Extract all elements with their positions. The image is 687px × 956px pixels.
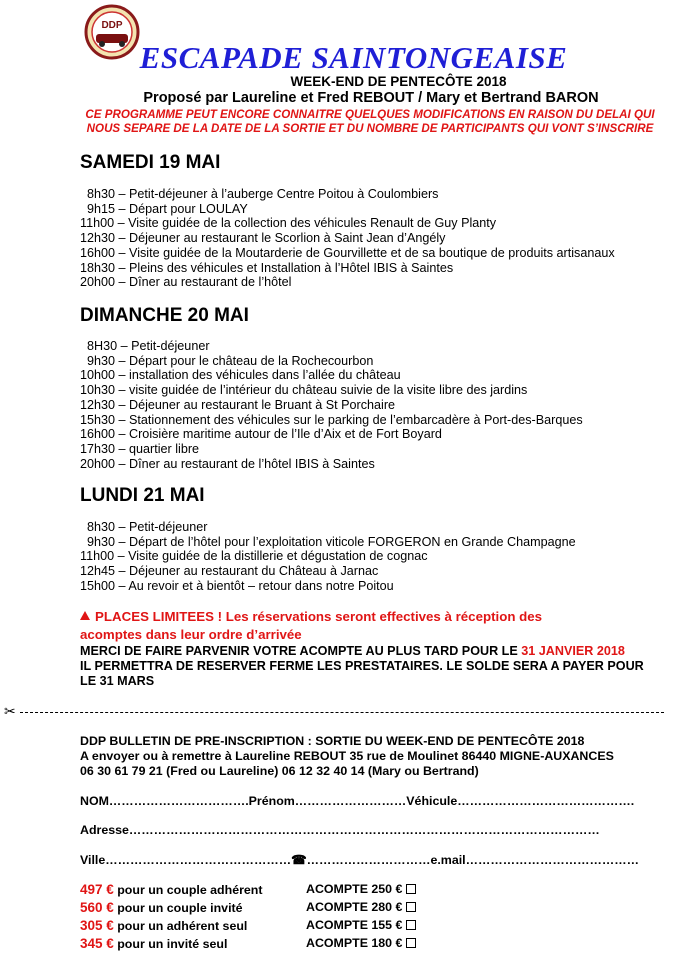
logo-text: DDP — [101, 20, 123, 31]
schedule-item: 18h30 – Pleins des véhicules et Installation à l’Hôtel IBIS à Saintes — [80, 260, 454, 275]
price-label: pour un invité seul — [113, 937, 228, 951]
dashed-divider — [20, 712, 664, 713]
schedule-item: 20h00 – Dîner au restaurant de l’hôtel IBIS à Saintes — [80, 456, 375, 471]
schedule-item: 9h30 – Départ de l’hôtel pour l’exploitation viticole FORGERON en Grande Champagne — [80, 534, 576, 549]
price-value: 560 € — [80, 900, 114, 915]
organizers-line: Proposé par Laureline et Fred REBOUT / Mary et Bertrand BARON — [143, 90, 599, 106]
phone-icon: ☎ — [291, 853, 307, 867]
schedule-item: 12h45 – Déjeuner au restaurant du Château à Jarnac — [80, 564, 379, 579]
price-row — [80, 900, 403, 915]
schedule-item: 15h00 – Au revoir et à bientôt – retour dans notre Poitou — [80, 578, 394, 593]
schedule-item: 8h30 – Petit-déjeuner à l’auberge Centre Poitou à Coulombiers — [80, 187, 439, 201]
price-row — [80, 918, 403, 933]
price-label: pour un adhérent seul — [113, 919, 248, 933]
acompte-prefix: MERCI DE FAIRE PARVENIR VOTRE ACOMPTE AU PLUS TARD POUR LE — [80, 644, 522, 658]
event-subtitle: WEEK-END DE PENTECÔTE 2018 — [290, 74, 507, 89]
schedule-item: 16h00 – Visite guidée de la Moutarderie de Gourvillette et de sa boutique de produits artisanaux — [80, 245, 615, 260]
warning-triangle-icon — [80, 611, 90, 620]
acompte-amount: ACOMPTE 180 € — [306, 936, 403, 950]
price-label: pour un couple adhérent — [113, 883, 263, 897]
schedule-item: 9h30 – Départ pour le château de la Rochecourbon — [80, 353, 374, 368]
schedule-item: 17h30 – quartier libre — [80, 441, 200, 456]
form-ville-label: Ville……………………………………… — [80, 853, 292, 867]
day-heading-monday: LUNDI 21 MAI — [80, 485, 205, 506]
day-heading-saturday: SAMEDI 19 MAI — [80, 152, 221, 173]
schedule-item: 11h00 – Visite guidée de la distillerie et dégustation de cognac — [80, 549, 428, 564]
schedule-item: 12h30 – Déjeuner au restaurant le Bruant à St Porchaire — [80, 397, 396, 412]
acompte-line-2: IL PERMETTRA DE RESERVER FERME LES PRESTATAIRES. LE SOLDE SERA A PAYER POUR — [80, 658, 644, 673]
schedule-saturday — [80, 187, 615, 290]
checkbox[interactable] — [406, 920, 416, 930]
places-limited-notice — [80, 608, 670, 644]
price-row — [80, 882, 403, 897]
program-warning — [80, 108, 660, 136]
warning-line-1: CE PROGRAMME PEUT ENCORE CONNAITRE QUELQUES MODIFICATIONS EN RAISON DU DELAI QUI — [85, 108, 655, 121]
warning-line-2: NOUS SEPARE DE LA DATE DE LA SORTIE ET DU NOMBRE DE PARTICIPANTS QUI VONT S’INSCRIRE — [86, 122, 654, 135]
checkbox[interactable] — [406, 938, 416, 948]
acompte-amount: ACOMPTE 280 € — [306, 900, 403, 914]
price-label: pour un couple invité — [113, 901, 243, 915]
limited-line-1: PLACES LIMITEES ! Les réservations seront effectives à réception des — [95, 609, 543, 624]
schedule-item: 10h30 – visite guidée de l’intérieur du château suivie de la visite libre des jardins — [80, 383, 528, 398]
schedule-item: 9h15 – Départ pour LOULAY — [80, 201, 248, 216]
form-phone-email: …………………………e.mail…………………………………… — [306, 853, 640, 867]
acompte-amount: ACOMPTE 155 € — [306, 918, 403, 932]
price-value: 305 € — [80, 918, 114, 933]
schedule-item: 8H30 – Petit-déjeuner — [80, 339, 210, 353]
checkbox[interactable] — [406, 902, 416, 912]
day-heading-sunday: DIMANCHE 20 MAI — [80, 305, 249, 326]
acompte-deadline: 31 JANVIER 2018 — [521, 644, 625, 658]
cut-line — [4, 704, 664, 720]
schedule-item: 10h00 – installation des véhicules dans l’allée du château — [80, 368, 401, 383]
schedule-item: 16h00 – Croisière maritime autour de l’Ile d’Aix et de Fort Boyard — [80, 427, 442, 442]
form-adresse-line[interactable]: Adresse…………………………………………………………………………………………………… — [80, 823, 600, 837]
schedule-item: 20h00 – Dîner au restaurant de l’hôtel — [80, 275, 292, 290]
schedule-item: 8h30 – Petit-déjeuner — [80, 520, 208, 534]
schedule-item: 15h30 – Stationnement des véhicules sur le parking de l’embarcadère à Port-des-Barques — [80, 412, 583, 427]
limited-line-2: acomptes dans leur ordre d’arrivée — [80, 627, 302, 642]
bulletin-line-3: 06 30 61 79 21 (Fred ou Laureline) 06 12 32 40 14 (Mary ou Bertrand) — [80, 764, 479, 778]
price-value: 345 € — [80, 936, 114, 951]
price-row — [80, 936, 403, 951]
acompte-amount: ACOMPTE 250 € — [306, 882, 403, 896]
bulletin-line-2: A envoyer ou à remettre à Laureline REBOUT 35 rue de Moulinet 86440 MIGNE-AUXANCES — [80, 749, 614, 763]
bulletin-header — [80, 734, 614, 779]
schedule-sunday — [80, 339, 583, 471]
acompte-line-3: LE 31 MARS — [80, 673, 155, 688]
price-value: 497 € — [80, 882, 114, 897]
bulletin-line-1: DDP BULLETIN DE PRE-INSCRIPTION : SORTIE DU WEEK-END DE PENTECÔTE 2018 — [80, 734, 585, 748]
schedule-item: 11h00 – Visite guidée de la collection des véhicules Renault de Guy Planty — [80, 216, 497, 231]
schedule-item: 12h30 – Déjeuner au restaurant le Scorlion à Saint Jean d’Angély — [80, 231, 446, 246]
schedule-monday — [80, 520, 576, 594]
page-title: ESCAPADE SAINTONGEAISE — [139, 40, 568, 75]
checkbox[interactable] — [406, 884, 416, 894]
form-ville-line[interactable] — [80, 852, 660, 867]
acompte-notice — [80, 644, 670, 688]
scissors-icon: ✂ — [4, 703, 16, 719]
form-nom-line[interactable]: NOM…………………………….Prénom………………………Véhicule……………………………………. — [80, 794, 635, 808]
